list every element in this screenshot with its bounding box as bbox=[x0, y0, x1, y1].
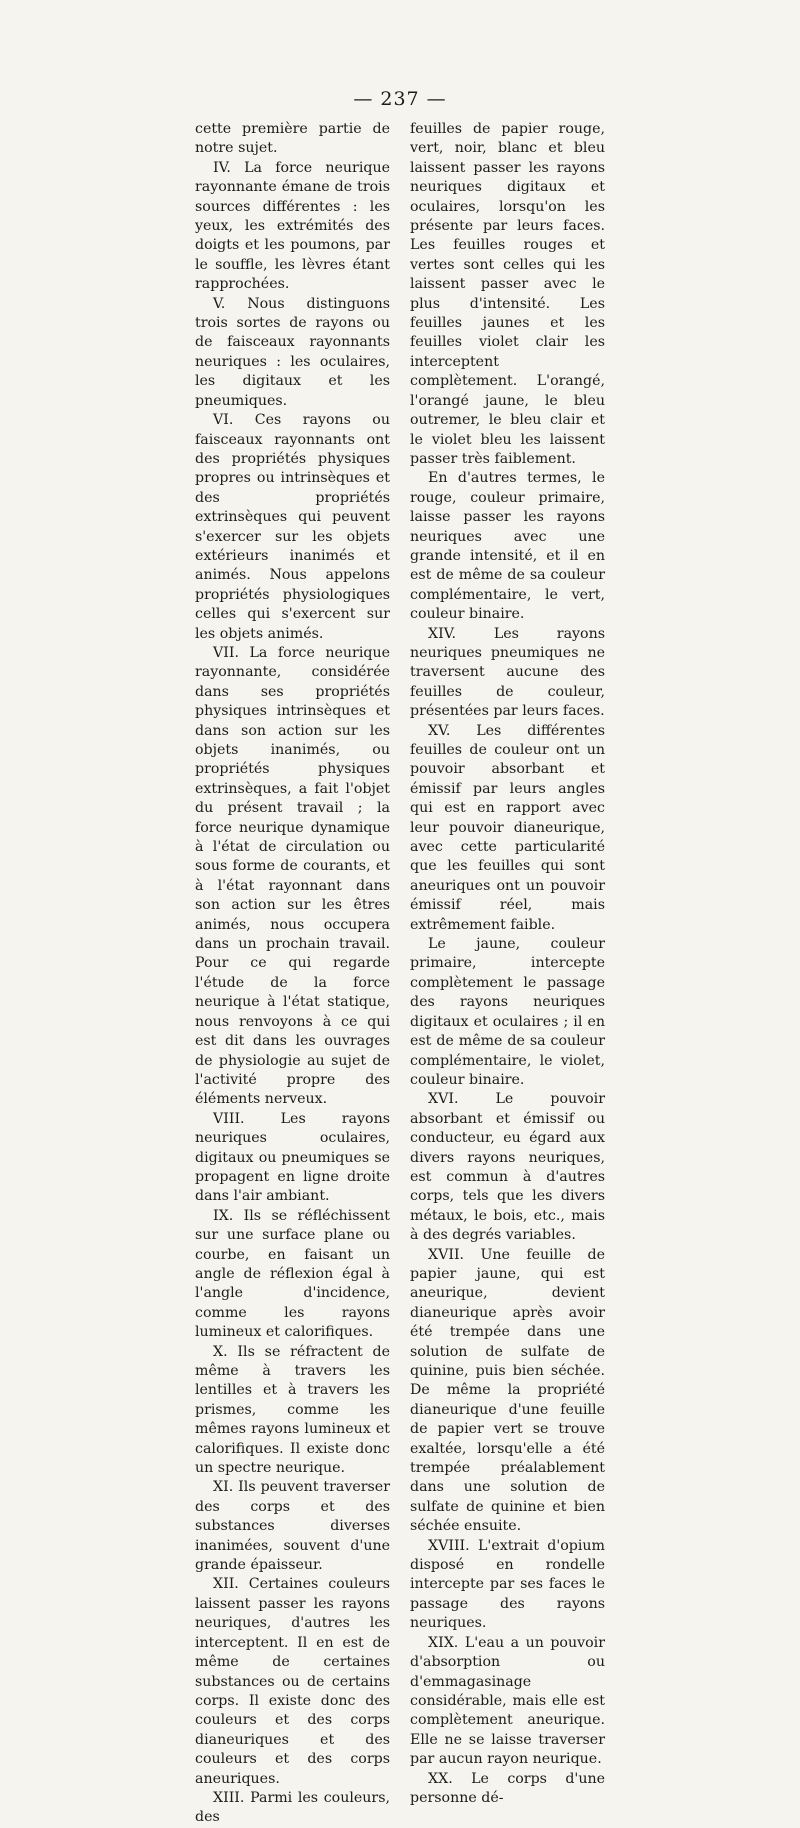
paragraph: XIX. L'eau a un pouvoir d'absorption ou d'emmagasinage considérable, mais elle est complètement aneurique. Elle ne se laisse traverser par aucun rayon neurique. bbox=[410, 1634, 605, 1768]
paragraph: feuilles de papier rouge, vert, noir, blanc et bleu laissent passer les rayons neuriques digitaux et oculaires, lorsqu'on les présente par leurs faces. Les feuilles rouges et vertes sont celles qui les laissent passer avec le plus d'intensité. Les feuilles jaunes et les feuilles violet clair les interceptent complètement. L'orangé, l'orangé jaune, le bleu outremer, le bleu clair et le violet bleu les laissent passer très faiblement. bbox=[410, 121, 605, 467]
paragraph: XVII. Une feuille de papier jaune, qui est aneurique, devient dianeurique après avoir été trempée dans une solution de sulfate de quinine, puis bien séchée. De même la propriété dianeurique d'une feuille de papier vert se trouve exaltée, lorsqu'elle a été trempée préalablement dans une solution de sulfate de quinine et bien séchée ensuite. bbox=[410, 1246, 605, 1535]
paragraph: XI. Ils peuvent traverser des corps et des substances diverses inanimées, souvent d'une grande épaisseur. bbox=[195, 1479, 390, 1574]
paragraph: XX. Le corps d'une personne dé- bbox=[410, 1770, 605, 1806]
paragraph: XVIII. L'extrait d'opium disposé en rondelle intercepte par ses faces le passage des rayons neuriques. bbox=[410, 1537, 605, 1632]
paragraph: VIII. Les rayons neuriques oculaires, digitaux ou pneumiques se propagent en ligne droite dans l'air ambiant. bbox=[195, 1110, 390, 1205]
paragraph: V. Nous distinguons trois sortes de rayons ou de faisceaux rayonnants neuriques : les oculaires, les digitaux et les pneumiques. bbox=[195, 295, 390, 409]
paragraph: VII. La force neurique rayonnante, considérée dans ses propriétés physiques intrinsèques et dans son action sur les objets inanimés, ou propriétés physiques extrinsèques, a fait l'objet du présent travail ; la force neurique dynamique à l'état de circulation ou sous forme de courants, et à l'état rayonnant dans son action sur les êtres animés, nous occupera dans un prochain travail. Pour ce qui regarde l'étude de la force neurique à l'état statique, nous renvoyons à ce qui est dit dans les ouvrages de physiologie au sujet de l'activité propre des éléments nerveux. bbox=[195, 644, 390, 1108]
paragraph: IX. Ils se réfléchissent sur une surface plane ou courbe, en faisant un angle de réflexion égal à l'angle d'incidence, comme les rayons lumineux et calorifiques. bbox=[195, 1207, 390, 1341]
paragraph: XIII. Parmi les couleurs, des bbox=[195, 1789, 390, 1826]
paragraph: X. Ils se réfractent de même à travers les lentilles et à travers les prismes, comme les mêmes rayons lumineux et calorifiques. Il existe donc un spectre neurique. bbox=[195, 1343, 390, 1477]
paragraph: En d'autres termes, le rouge, couleur primaire, laisse passer les rayons neuriques avec une grande intensité, et il en est de même de sa couleur complémentaire, le vert, couleur binaire. bbox=[410, 470, 605, 623]
paragraph: cette première partie de notre sujet. bbox=[195, 121, 390, 157]
page-number: — 237 — bbox=[353, 88, 447, 110]
paragraph: XII. Certaines couleurs laissent passer les rayons neuriques, d'autres les interceptent. Il en est de même de certaines substances ou de certains corps. Il existe donc des couleurs et des corps dianeuriques et des couleurs et des corps aneuriques. bbox=[195, 1576, 390, 1787]
paragraph: IV. La force neurique rayonnante émane de trois sources différentes : les yeux, les extrémités des doigts et les poumons, par le souffle, les lèvres étant rapprochées. bbox=[195, 159, 390, 293]
paragraph: XV. Les différentes feuilles de couleur ont un pouvoir absorbant et émissif par leurs angles qui est en rapport avec leur pouvoir dianeurique, avec cette particularité que les feuilles qui sont aneuriques ont un pouvoir émissif réel, mais extrêmement faible. bbox=[410, 722, 605, 933]
left-column bbox=[195, 120, 390, 1828]
right-column bbox=[410, 120, 605, 1808]
paragraph: VI. Ces rayons ou faisceaux rayonnants ont des propriétés physiques propres ou intrinsèques et des propriétés extrinsèques qui peuvent s'exercer sur les objets extérieurs inanimés et animés. Nous appelons propriétés physiologiques celles qui s'exercent sur les objets animés. bbox=[195, 412, 390, 642]
paragraph: Le jaune, couleur primaire, intercepte complètement le passage des rayons neuriques digitaux et oculaires ; il en est de même de sa couleur complémentaire, le violet, couleur binaire. bbox=[410, 936, 605, 1088]
paragraph: XVI. Le pouvoir absorbant et émissif ou conducteur, eu égard aux divers rayons neuriques, est commun à d'autres corps, tels que les divers métaux, le bois, etc., mais à des degrés variables. bbox=[410, 1091, 605, 1244]
paragraph: XIV. Les rayons neuriques pneumiques ne traversent aucune des feuilles de couleur, présentées par leurs faces. bbox=[410, 625, 605, 720]
